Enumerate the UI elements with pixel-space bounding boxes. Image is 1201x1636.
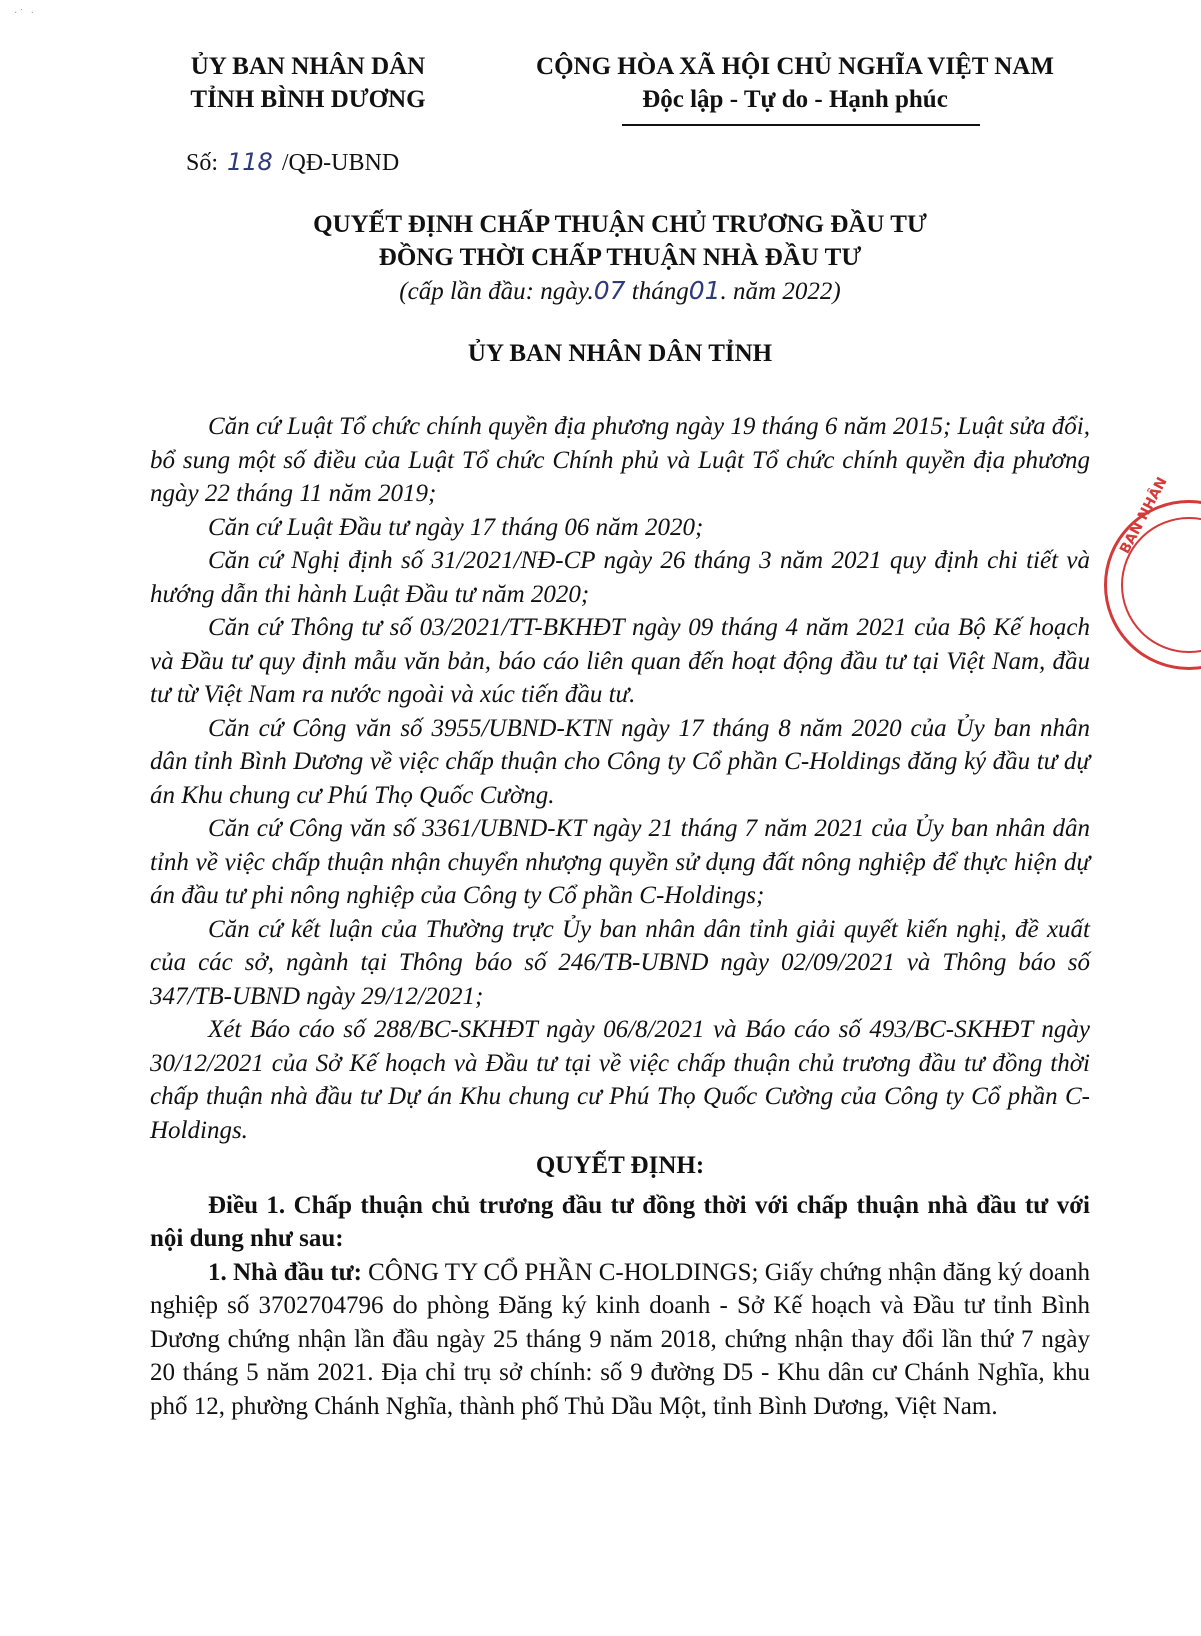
national-heading <box>505 50 1085 116</box>
national-motto: Độc lập - Tự do - Hạnh phúc <box>642 86 948 113</box>
decision-heading: QUYẾT ĐỊNH: <box>535 1152 705 1179</box>
issue-year-label: năm <box>733 278 777 305</box>
issue-close: ) <box>832 278 841 305</box>
legal-basis-4: Căn cứ Thông tư số 03/2021/TT-BKHĐT ngày 09 tháng 4 năm 2021 của Bộ Kế hoạch và Đầu tư quy định mẫu văn bản, báo cáo liên quan đến hoạt động đầu tư tại Việt Nam, đầu tư từ Việt Nam ra nước ngoài và xúc tiến đầu tư. <box>150 614 1090 708</box>
seal-text: BAN NHÂN <box>1117 474 1171 557</box>
document-number-value: 118 <box>227 148 273 176</box>
decision-title-line1: QUYẾT ĐỊNH CHẤP THUẬN CHỦ TRƯƠNG ĐẦU TƯ <box>313 211 927 238</box>
legal-basis-2: Căn cứ Luật Đầu tư ngày 17 tháng 06 năm 2020; <box>208 513 704 541</box>
document-number <box>186 148 399 177</box>
red-seal-stamp <box>1104 474 1201 670</box>
legal-basis-5: Căn cứ Công văn số 3955/UBND-KTN ngày 17 tháng 8 năm 2020 của Ủy ban nhân dân tỉnh Bình Dương về việc chấp thuận cho Công ty Cổ phần C-Holdings đăng ký đầu tư dự án Khu chung cư Phú Thọ Quốc Cường. <box>150 714 1090 809</box>
issue-date: (cấp lần đầu: ngày.07 tháng01. năm 2022) <box>399 276 841 305</box>
document-number-suffix: /QĐ-UBND <box>281 150 400 176</box>
document-body <box>150 410 1090 1423</box>
legal-basis-3: Căn cứ Nghị định số 31/2021/NĐ-CP ngày 26 tháng 3 năm 2021 quy định chi tiết và hướng dẫn thi hành Luật Đầu tư năm 2020; <box>150 547 1090 608</box>
issuing-authority-line1: ỦY BAN NHÂN DÂN <box>190 53 426 80</box>
legal-basis-8: Xét Báo cáo số 288/BC-SKHĐT ngày 06/8/2021 và Báo cáo số 493/BC-SKHĐT ngày 30/12/2021 của Sở Kế hoạch và Đầu tư tại về việc chấp thuận chủ trương đầu tư đồng thời chấp thuận nhà đầu tư Dự án Khu chung cư Phú Thọ Quốc Cường của Công ty Cổ phần C-Holdings. <box>150 1016 1090 1144</box>
legal-basis-1: Căn cứ Luật Tổ chức chính quyền địa phương ngày 19 tháng 6 năm 2015; Luật sửa đổi, bổ sung một số điều của Luật Tổ chức Chính phủ và Luật Tổ chức chính quyền địa phương ngày 22 tháng 11 năm 2019; <box>150 413 1090 507</box>
legal-basis-6: Căn cứ Công văn số 3361/UBND-KT ngày 21 tháng 7 năm 2021 của Ủy ban nhân dân tỉnh về việc chấp thuận nhận chuyển nhượng quyền sử dụng đất nông nghiệp để thực hiện dự án đầu tư phi nông nghiệp của Công ty Cổ phần C-Holdings; <box>150 815 1090 909</box>
item-1-label: 1. Nhà đầu tư: <box>208 1258 362 1286</box>
scan-specks: · ˙ · <box>14 8 34 19</box>
issuing-authority <box>168 50 448 116</box>
issue-month: 01 <box>688 276 721 305</box>
national-name: CỘNG HÒA XÃ HỘI CHỦ NGHĨA VIỆT NAM <box>536 53 1054 80</box>
issue-year: 2022 <box>782 278 833 305</box>
legal-basis-7: Căn cứ kết luận của Thường trực Ủy ban nhân dân tỉnh giải quyết kiến nghị, đề xuất của các sở, ngành tại Thông báo số 246/TB-UBND ngày 02/09/2021 và Thông báo số 347/TB-UBND ngày 29/12/2021; <box>150 915 1090 1010</box>
motto-underline <box>622 124 980 126</box>
issuing-authority-line2: TỈNH BÌNH DƯƠNG <box>190 86 426 113</box>
decision-title-line2: ĐỒNG THỜI CHẤP THUẬN NHÀ ĐẦU TƯ <box>378 244 862 271</box>
item-1 <box>150 1256 1090 1424</box>
item-1-text: CÔNG TY CỔ PHẦN C-HOLDINGS; Giấy chứng nhận đăng ký doanh nghiệp số 3702704796 do phòng Đăng ký kinh doanh - Sở Kế hoạch và Đầu tư tỉnh Bình Dương chứng nhận lần đầu ngày 25 tháng 9 năm 2018, chứng nhận thay đổi lần thứ 7 ngày 20 tháng 5 năm 2021. Địa chỉ trụ sở chính: số 9 đường D5 - Khu dân cư Chánh Nghĩa, khu phố 12, phường Chánh Nghĩa, thành phố Thủ Dầu Một, tỉnh Bình Dương, Việt Nam. <box>150 1258 1090 1420</box>
issue-day: 07 <box>593 276 626 305</box>
document-number-label: Số: <box>186 150 219 176</box>
decision-title <box>150 208 1090 308</box>
issue-month-label: tháng <box>631 278 689 305</box>
issue-date-prefix: (cấp lần đầu: ngày <box>399 278 588 305</box>
authority-heading: ỦY BAN NHÂN DÂN TỈNH <box>467 340 773 367</box>
article-1: Điều 1. Chấp thuận chủ trương đầu tư đồng thời với chấp thuận nhà đầu tư với nội dung như sau: <box>150 1191 1090 1252</box>
